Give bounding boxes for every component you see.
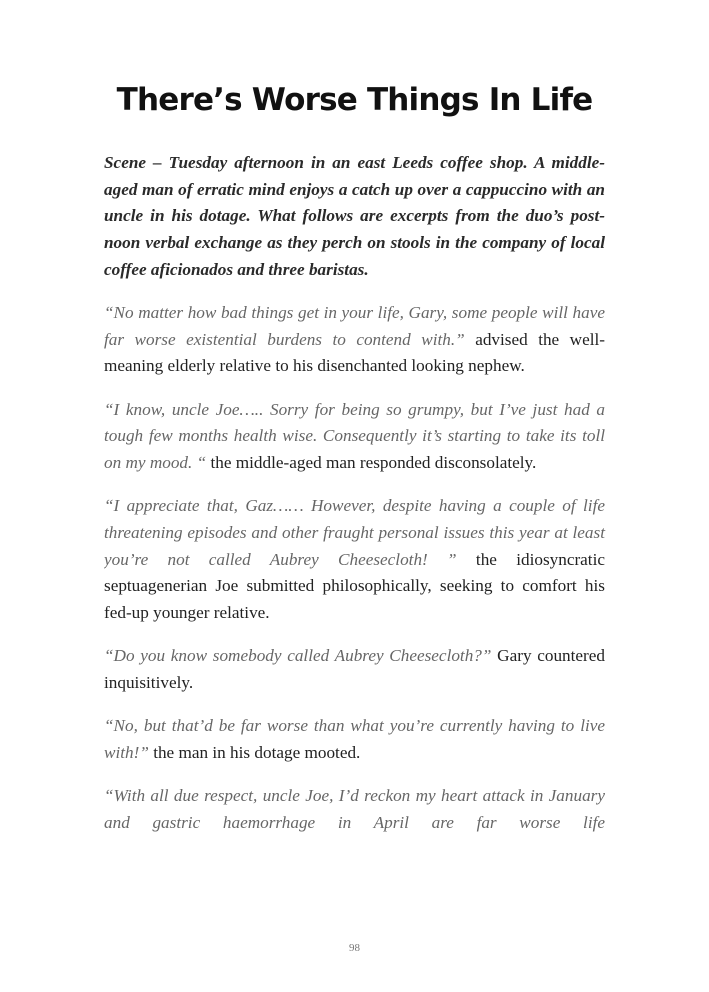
page-number: 98 xyxy=(349,942,360,954)
paragraph-4 xyxy=(104,643,605,696)
dialogue-quote: “Do you know somebody called Aubrey Cheesecloth?” xyxy=(104,646,492,666)
scene-intro: Scene – Tuesday afternoon in an east Leeds coffee shop. A middle-aged man of erratic mind enjoys a catch up over a cappuccino with an uncle in his dotage. What follows are excerpts from the duo’s post-noon verbal exchange as they perch on stools in the company of local coffee aficionados and three baristas. xyxy=(104,153,605,279)
dialogue-quote: “With all due respect, uncle Joe, I’d reckon my heart attack in January and gastric haemorrhage in April are far worse life xyxy=(104,786,605,832)
dialogue-quote: “No matter how bad things get in your life, Gary, some people will have far worse existential burdens to contend with.” xyxy=(104,303,605,349)
paragraph-3 xyxy=(104,493,605,627)
chapter-body xyxy=(104,150,605,853)
paragraph-5 xyxy=(104,713,605,766)
chapter-title: There’s Worse Things In Life xyxy=(116,82,593,118)
narration: the idiosyncratic septuagenerian Joe submitted philosophically, seeking to comfort his fed-up younger relative. xyxy=(104,549,605,623)
dialogue-quote: “I know, uncle Joe….. Sorry for being so grumpy, but I’ve just had a tough few months health wise. Consequently it’s starting to take its toll on my mood. “ xyxy=(104,399,605,473)
paragraph-1 xyxy=(104,300,605,380)
narration: the man in his dotage mooted. xyxy=(148,742,361,762)
dialogue-quote: “No, but that’d be far worse than what you’re currently having to live with!” xyxy=(104,716,605,762)
paragraph-2 xyxy=(104,397,605,477)
paragraph-6 xyxy=(104,783,605,836)
dialogue-quote: “I appreciate that, Gaz…… However, despite having a couple of life threatening episodes and other fraught personal issues this year at least you’re not called Aubrey Cheesecloth! ” xyxy=(104,496,605,569)
narration: the middle-aged man responded disconsolately. xyxy=(206,453,537,473)
narration: advised the well-meaning elderly relative to his disenchanted looking nephew. xyxy=(104,329,605,376)
narration: Gary countered inquisitively. xyxy=(104,646,605,692)
text-area xyxy=(104,150,614,921)
